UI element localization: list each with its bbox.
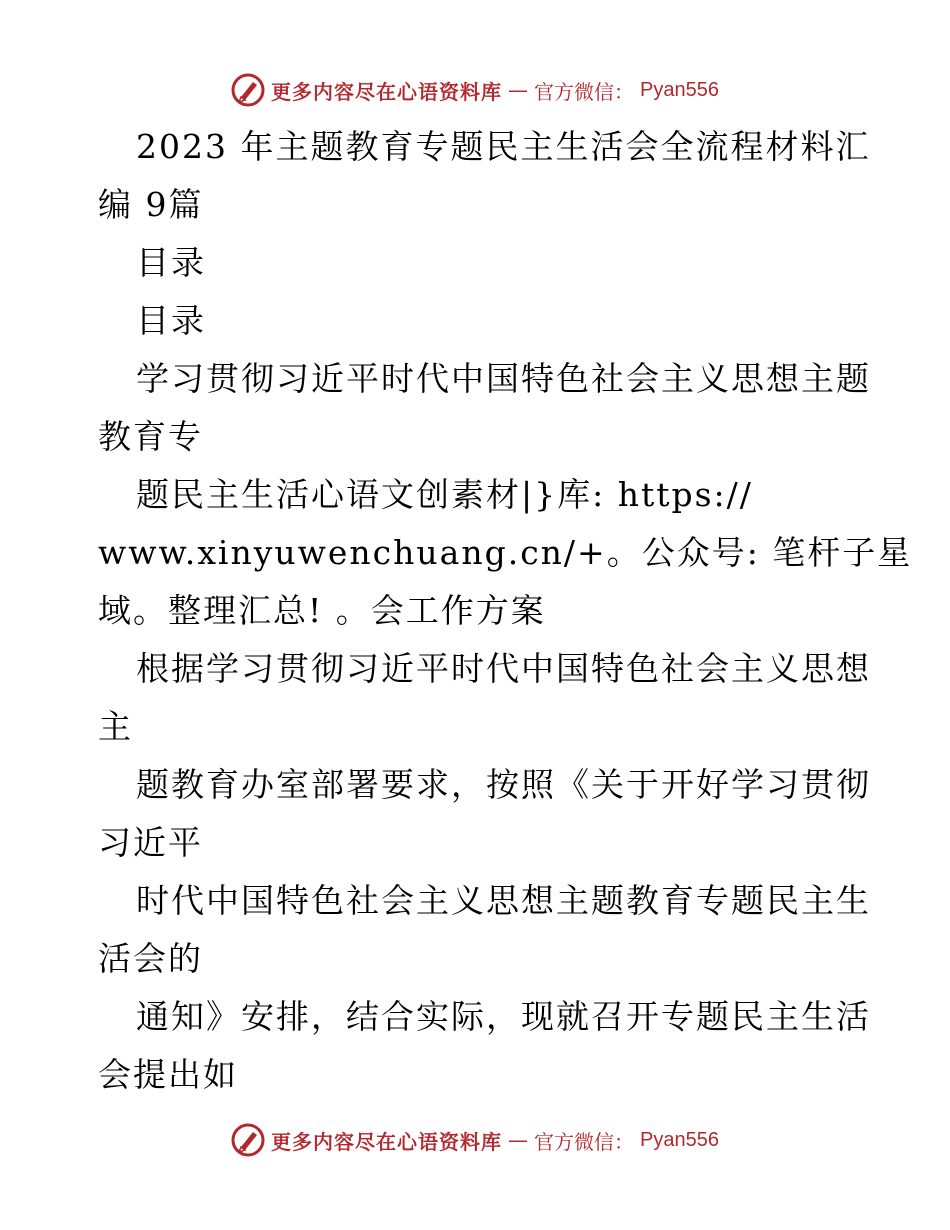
body-line: 会提出如	[98, 1055, 238, 1094]
pen-logo-icon	[231, 73, 265, 107]
body-line: 通知》安排，结合实际，现就召开专题民主生活	[136, 997, 871, 1036]
header-banner-inner	[231, 73, 719, 107]
body-line: 根据学习贯彻习近平时代中国特色社会主义思想	[136, 649, 871, 688]
footer-banner-official: 官方微信：	[534, 1129, 635, 1154]
header-banner-text: 更多内容尽在心语资料库	[271, 79, 503, 104]
body-line: 学习贯彻习近平时代中国特色社会主义思想主题	[136, 359, 871, 398]
footer-banner-text: 更多内容尽在心语资料库	[271, 1129, 503, 1154]
toc-heading-2: 目录	[136, 301, 206, 340]
header-banner-handle: Pyan556	[640, 78, 719, 101]
footer-banner	[0, 1120, 950, 1160]
body-line: 题民主生活心语文创素材|}库: https://	[136, 475, 753, 514]
body-line-url: www.xinyuwenchuang.cn/+。公众号: 笔杆子星	[98, 533, 913, 572]
header-banner	[0, 70, 950, 110]
header-banner-dash: —	[508, 78, 529, 102]
body-line: 域。整理汇总! 。会工作方案	[98, 591, 546, 630]
body-line: 习近平	[98, 823, 203, 862]
footer-banner-inner	[231, 1123, 719, 1157]
pen-logo-icon	[231, 1123, 265, 1157]
body-line: 教育专	[98, 417, 203, 456]
body-line: 时代中国特色社会主义思想主题教育专题民主生	[136, 881, 871, 920]
body-line: 主	[98, 707, 133, 746]
footer-banner-handle: Pyan556	[640, 1128, 719, 1151]
doc-title-line-2: 编 9篇	[98, 185, 204, 224]
header-banner-official: 官方微信：	[534, 79, 635, 104]
body-line: 题教育办室部署要求，按照《关于开好学习贯彻	[136, 765, 871, 804]
toc-heading-1: 目录	[136, 243, 206, 282]
footer-banner-dash: —	[508, 1128, 529, 1152]
body-line: 活会的	[98, 939, 203, 978]
doc-title-line-1: 2023 年主题教育专题民主生活会全流程材料汇	[136, 127, 871, 166]
